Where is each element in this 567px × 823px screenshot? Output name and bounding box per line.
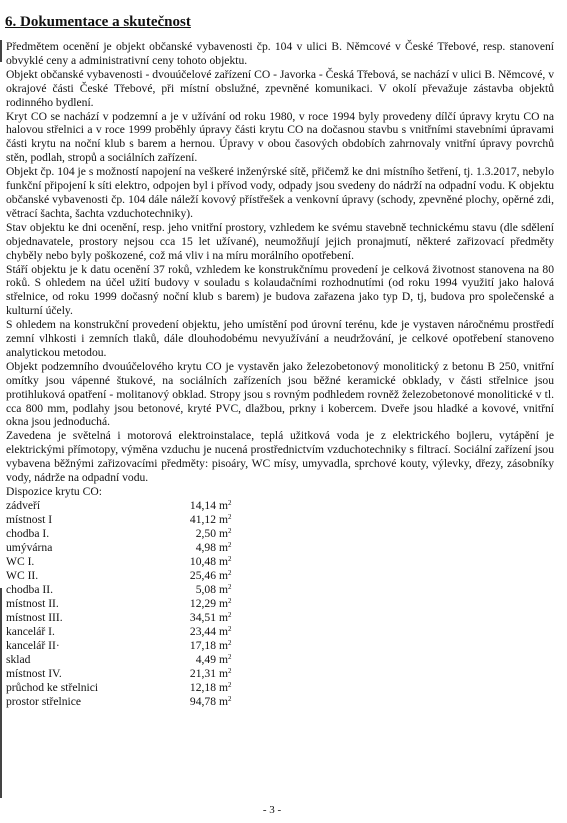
room-name: WC II. bbox=[6, 568, 39, 582]
unit-exponent: 2 bbox=[228, 624, 232, 633]
unit-exponent: 2 bbox=[228, 540, 232, 549]
table-row bbox=[6, 583, 232, 597]
area-unit bbox=[218, 569, 232, 583]
room-name: místnost I bbox=[6, 512, 53, 526]
unit-label: m bbox=[219, 694, 229, 708]
area-unit bbox=[218, 527, 232, 541]
page-number: - 3 - bbox=[262, 804, 282, 816]
unit-exponent: 2 bbox=[228, 512, 232, 521]
room-area: 5,08 bbox=[195, 582, 216, 596]
area-unit bbox=[218, 513, 232, 527]
area-unit bbox=[218, 611, 232, 625]
table-row bbox=[6, 513, 232, 527]
unit-exponent: 2 bbox=[228, 694, 232, 703]
room-area: 12,18 bbox=[189, 680, 216, 694]
room-name: chodba I. bbox=[6, 526, 50, 540]
room-name: prostor střelnice bbox=[6, 694, 82, 708]
area-unit bbox=[218, 499, 232, 513]
room-area: 10,48 bbox=[189, 554, 216, 568]
paragraph: S ohledem na konstrukční provedení objektu, jeho umístění pod úrovní terénu, kde je vystaven náročnému prostředí zemní vlhkosti i zemních tlaků, dále dlouhodobému nevyužívání a neudržování, je celkové opotřebení stanoveno analytickou metodou. bbox=[6, 318, 554, 359]
room-area: 25,46 bbox=[189, 568, 216, 582]
document-body bbox=[6, 40, 554, 709]
area-unit bbox=[218, 583, 232, 597]
room-name: chodba II. bbox=[6, 582, 53, 596]
unit-label: m bbox=[219, 526, 229, 540]
room-area: 41,12 bbox=[189, 512, 216, 526]
unit-exponent: 2 bbox=[228, 666, 232, 675]
paragraph: Objekt podzemního dvouúčelového krytu CO je vystavěn jako železobetonový monolitický z betonu B 250, vnitřní omítky jsou vápenné štukové, na sociálních zařízeních jsou běžné keramické obklady, v části střelnice jsou protihluková opatření - molitanový obklad. Stropy jsou s rovným podhledem rovněž železobetonové monolitické v tl. cca 800 mm, podlahy jsou betonové, kryté PVC, dlažbou, prkny i kobercem. Dveře jsou hladké a kovové, vnitřní okna jsou jednoduchá. bbox=[6, 359, 554, 429]
unit-label: m bbox=[219, 568, 229, 582]
room-area: 4,49 bbox=[195, 652, 216, 666]
table-row bbox=[6, 681, 232, 695]
unit-exponent: 2 bbox=[228, 568, 232, 577]
area-unit bbox=[218, 667, 232, 681]
room-name: umývárna bbox=[6, 540, 53, 554]
room-name: průchod ke střelnici bbox=[6, 680, 99, 694]
area-unit bbox=[218, 625, 232, 639]
table-row bbox=[6, 555, 232, 569]
area-unit bbox=[218, 555, 232, 569]
unit-label: m bbox=[219, 624, 229, 638]
table-row bbox=[6, 499, 232, 513]
room-table-caption: Dispozice krytu CO: bbox=[6, 485, 102, 498]
room-name: místnost II. bbox=[6, 596, 59, 610]
unit-label: m bbox=[219, 652, 229, 666]
room-name: místnost III. bbox=[6, 610, 63, 624]
unit-label: m bbox=[219, 540, 229, 554]
table-row bbox=[6, 569, 232, 583]
room-area: 21,31 bbox=[189, 666, 216, 680]
table-row bbox=[6, 639, 232, 653]
paragraph: Objekt čp. 104 je s možností napojení na veškeré inženýrské sítě, přičemž ke dni místního šetření, tj. 1.3.2017, nebylo funkční připojení k síti elektro, odpojen byl i přívod vody, odpady jsou svedeny do nádrží na odpadní vodu. K objektu občanské vybavenosti čp. 104 dále náleží kovový přístřešek a venkovní úpravy (schody, zpevněné plochy, opěrné zdi, větrací šachta, šachta vzduchotechniky). bbox=[6, 165, 554, 220]
paragraph: Objekt občanské vybavenosti - dvouúčelové zařízení CO - Javorka - Česká Třebová, se nachází v ulici B. Němcové, v okrajové části České Třebové, při místní obslužné, zpevněné komunikaci. V okolí převažuje zástavba objektů rodinného bydlení. bbox=[6, 67, 554, 109]
room-area: 34,51 bbox=[189, 610, 216, 624]
area-unit bbox=[218, 597, 232, 611]
table-row bbox=[6, 541, 232, 555]
unit-exponent: 2 bbox=[228, 526, 232, 535]
unit-label: m bbox=[219, 512, 229, 526]
section-heading: 6. Dokumentace a skutečnost bbox=[5, 14, 191, 30]
unit-exponent: 2 bbox=[228, 610, 232, 619]
area-unit bbox=[218, 653, 232, 667]
table-row bbox=[6, 667, 232, 681]
unit-exponent: 2 bbox=[228, 680, 232, 689]
unit-label: m bbox=[219, 666, 229, 680]
table-row bbox=[6, 527, 232, 541]
area-unit bbox=[218, 695, 232, 709]
paragraph: Předmětem ocenění je objekt občanské vybavenosti čp. 104 v ulici B. Němcové v České Třebové, resp. stanovení obvyklé ceny a administrativní ceny tohoto objektu. bbox=[6, 40, 554, 67]
unit-exponent: 2 bbox=[228, 638, 232, 647]
area-unit bbox=[218, 681, 232, 695]
room-area: 12,29 bbox=[189, 596, 216, 610]
room-name: sklad bbox=[6, 652, 31, 666]
room-area: 23,44 bbox=[189, 624, 216, 638]
room-name: zádveří bbox=[6, 498, 41, 512]
table-row bbox=[6, 653, 232, 667]
room-area-table bbox=[6, 499, 232, 709]
table-row bbox=[6, 611, 232, 625]
room-name: kancelář I. bbox=[6, 624, 55, 638]
unit-label: m bbox=[219, 582, 229, 596]
area-unit bbox=[218, 639, 232, 653]
room-name: kancelář II· bbox=[6, 638, 60, 652]
room-area: 17,18 bbox=[189, 638, 216, 652]
unit-label: m bbox=[219, 610, 229, 624]
unit-label: m bbox=[219, 596, 229, 610]
paragraph: Stáří objektu je k datu ocenění 37 roků, vzhledem ke konstrukčnímu provedení je celková životnost stanovena na 80 roků. S ohledem na účel užití budovy v souladu s kolaudačními rozhodnutími (od roku 1994 využití jako halová střelnice, od roku 1999 dočasný noční klub s barem) je budova zařazena jako typ D, tj, budova pro společenské a kulturní účely. bbox=[6, 262, 554, 318]
paragraph: Kryt CO se nachází v podzemní a je v užívání od roku 1980, v roce 1994 byly provedeny dílčí úpravy krytu CO na halovou střelnici a v roce 1999 proběhly úpravy části krytu CO na dočasnou stavbu s vnitřními stavebními úpravami části krytu na noční klub s barem a hernou. Úpravy v obou časových obdobích zahrnovaly vnitřní úpravy povrchů stěn, podlah, stropů a sociálních zařízení. bbox=[6, 109, 554, 165]
unit-exponent: 2 bbox=[228, 554, 232, 563]
unit-exponent: 2 bbox=[228, 582, 232, 591]
unit-label: m bbox=[219, 680, 229, 694]
room-area: 14,14 bbox=[189, 498, 216, 512]
area-unit bbox=[218, 541, 232, 555]
room-area: 2,50 bbox=[195, 526, 216, 540]
unit-label: m bbox=[219, 498, 229, 512]
unit-label: m bbox=[219, 554, 229, 568]
table-row bbox=[6, 695, 232, 709]
room-name: WC I. bbox=[6, 554, 35, 568]
unit-label: m bbox=[219, 638, 229, 652]
paragraph: Stav objektu ke dni ocenění, resp. jeho vnitřní prostory, vzhledem ke svému stavebně technickému stavu (dle sdělení objednavatele, prostory nejsou cca 15 let užívané), neumožňují jejich pronajmutí, některé zařizovací předměty chyběly nebo byly poškozené, což má vliv i na míru morálního opotřebení. bbox=[6, 220, 554, 262]
room-area: 4,98 bbox=[195, 540, 216, 554]
table-row bbox=[6, 625, 232, 639]
scan-edge-mark bbox=[0, 40, 2, 62]
room-name: místnost IV. bbox=[6, 666, 62, 680]
unit-exponent: 2 bbox=[228, 498, 232, 507]
unit-exponent: 2 bbox=[228, 652, 232, 661]
scan-edge-mark bbox=[0, 588, 2, 798]
table-row bbox=[6, 597, 232, 611]
room-area: 94,78 bbox=[189, 694, 216, 708]
unit-exponent: 2 bbox=[228, 596, 232, 605]
paragraph: Zavedena je světelná i motorová elektroinstalace, teplá užitková voda je z elektrického bojleru, vytápění je elektrickými přímotopy, výměna vzduchu je nucená prostřednictvím vzduchotechniky s filtrací. Sociální zařízení jsou vybavena běžnými zařizovacími předměty: pisoáry, WC mísy, umyvadla, sprchové kouty, výlevky, dřezy, zásobníky vody, nádrže na odpadní vodu. bbox=[6, 429, 554, 485]
